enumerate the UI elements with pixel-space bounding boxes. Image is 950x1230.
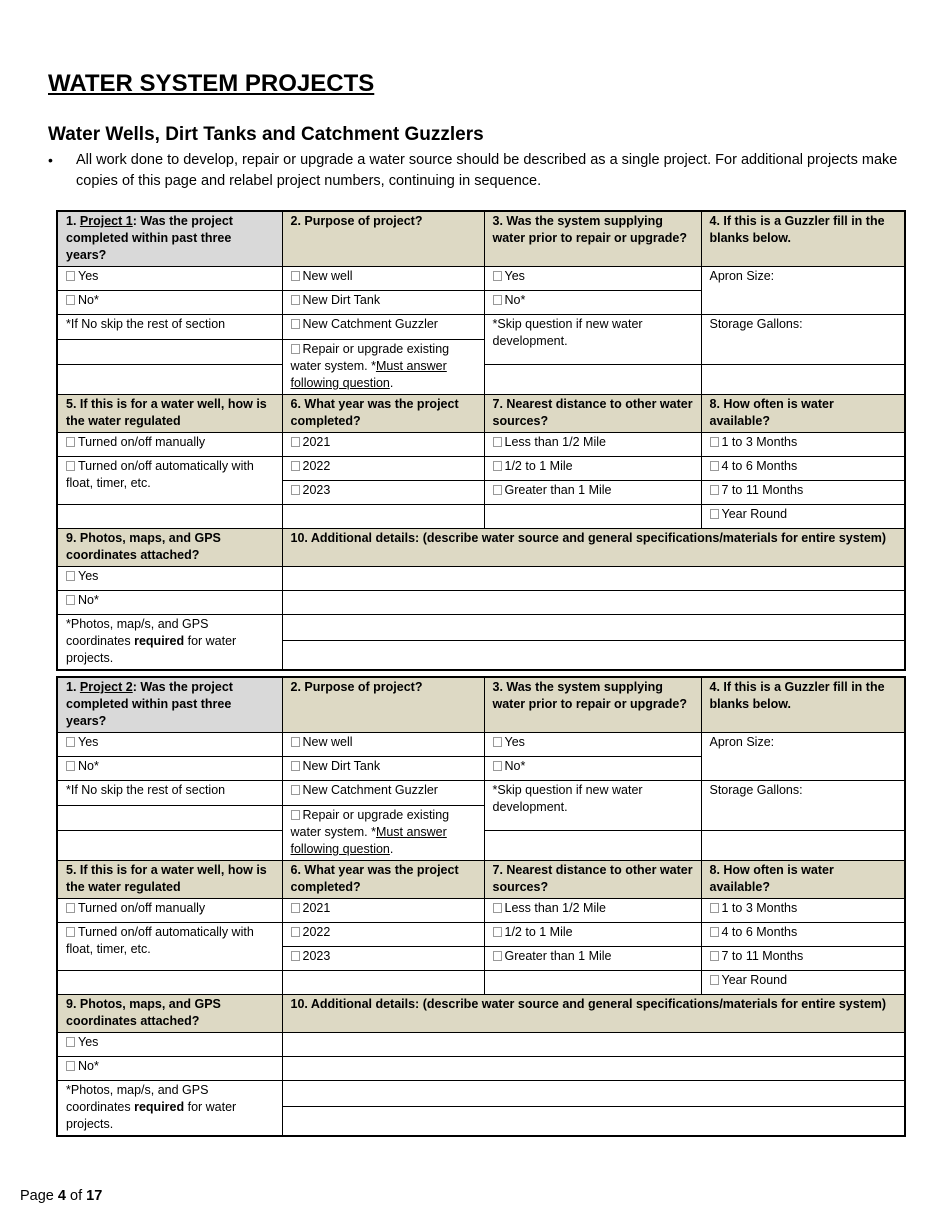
text-label: Year Round <box>721 507 788 521</box>
q9-note <box>57 615 282 671</box>
checkbox-icon[interactable] <box>66 927 75 937</box>
checkbox-icon[interactable] <box>710 975 719 985</box>
q7-greater-one-mile-option[interactable] <box>484 481 701 505</box>
q3-yes-option[interactable] <box>484 733 701 757</box>
q6-header: 6. What year was the project completed? <box>282 861 484 899</box>
checkbox-icon[interactable] <box>291 737 300 747</box>
q2-header: 2. Purpose of project? <box>282 211 484 267</box>
q2-new-dirt-tank-option[interactable] <box>282 291 484 315</box>
q1-note: *If No skip the rest of section <box>57 315 282 340</box>
q2-repair-option[interactable] <box>282 340 484 395</box>
q5-header: 5. If this is for a water well, how is the water regulated <box>57 861 282 899</box>
text-label: Less than 1/2 Mile <box>504 901 606 915</box>
q3-note: *Skip question if new water development. <box>484 781 701 831</box>
text-label: New Dirt Tank <box>302 293 381 307</box>
blank-cell <box>57 340 282 365</box>
checkbox-icon[interactable] <box>493 485 502 495</box>
blank-cell <box>484 365 701 395</box>
checkbox-icon[interactable] <box>493 737 502 747</box>
q8-year-round-option[interactable] <box>701 971 905 995</box>
text-label: Yes <box>78 735 99 749</box>
checkbox-icon[interactable] <box>493 271 502 281</box>
checkbox-icon[interactable] <box>493 461 502 471</box>
text-label: No* <box>78 1059 99 1073</box>
q10-line-field[interactable] <box>282 591 905 615</box>
text-label: 2022 <box>302 925 331 939</box>
q6-2022-option[interactable] <box>282 923 484 947</box>
text-label: Repair or upgrade existing water system. * <box>290 808 450 839</box>
q5-manual-option[interactable] <box>57 433 282 457</box>
text-label: 1 to 3 Months <box>721 901 798 915</box>
text-label: 1 to 3 Months <box>721 435 798 449</box>
checkbox-icon[interactable] <box>66 737 75 747</box>
q5-automatic-option[interactable] <box>57 457 282 505</box>
q10-line-field[interactable] <box>282 641 905 670</box>
checkbox-icon[interactable] <box>66 571 75 581</box>
q5-manual-option[interactable] <box>57 899 282 923</box>
checkbox-icon[interactable] <box>66 437 75 447</box>
q1-header <box>57 211 282 267</box>
blank-cell <box>484 831 701 861</box>
q8-year-round-option[interactable] <box>701 505 905 529</box>
q10-header: 10. Additional details: (describe water source and general specifications/materials for entire system) <box>282 529 905 567</box>
q3-note: *Skip question if new water development. <box>484 315 701 365</box>
text-label: 2022 <box>302 459 331 473</box>
checkbox-icon[interactable] <box>291 761 300 771</box>
checkbox-icon[interactable] <box>291 461 300 471</box>
text-label: . <box>389 376 394 390</box>
checkbox-icon[interactable] <box>710 903 719 913</box>
checkbox-icon[interactable] <box>291 785 300 795</box>
q1-yes-option[interactable] <box>57 733 282 757</box>
q8-1-3-months-option[interactable] <box>701 433 905 457</box>
q6-2023-option[interactable] <box>282 947 484 971</box>
text-label: New Dirt Tank <box>302 759 381 773</box>
q10-line-field[interactable] <box>282 1107 905 1136</box>
text-label: Yes <box>504 269 525 283</box>
text-label: Yes <box>78 1035 99 1049</box>
q10-line-field[interactable] <box>282 615 905 641</box>
text-label: Turned on/off manually <box>78 435 206 449</box>
text-label: Must answer following question <box>290 825 447 856</box>
text-label: *Photos, map/s, and GPS coordinates <box>66 617 209 648</box>
text-label: No* <box>78 759 99 773</box>
text-label: 1/2 to 1 Mile <box>504 925 573 939</box>
text-label: 7 to 11 Months <box>721 949 804 963</box>
q4-header: 4. If this is a Guzzler fill in the blanks below. <box>701 677 905 733</box>
checkbox-icon[interactable] <box>66 761 75 771</box>
q3-no-option[interactable] <box>484 291 701 315</box>
text-label: 2023 <box>302 483 331 497</box>
blank-cell <box>57 806 282 831</box>
q4-storage-gallons[interactable]: Storage Gallons: <box>701 781 905 831</box>
q6-2023-option[interactable] <box>282 481 484 505</box>
checkbox-icon[interactable] <box>66 595 75 605</box>
q3-header: 3. Was the system supplying water prior to repair or upgrade? <box>484 677 701 733</box>
checkbox-icon[interactable] <box>493 903 502 913</box>
q3-header: 3. Was the system supplying water prior to repair or upgrade? <box>484 211 701 267</box>
q4-apron-size[interactable]: Apron Size: <box>701 733 905 781</box>
q9-no-option[interactable] <box>57 1057 282 1081</box>
text-label: New well <box>302 269 353 283</box>
text-label: New well <box>302 735 353 749</box>
checkbox-icon[interactable] <box>291 485 300 495</box>
text-label: 7 to 11 Months <box>721 483 804 497</box>
checkbox-icon[interactable] <box>493 295 502 305</box>
checkbox-icon[interactable] <box>710 437 719 447</box>
checkbox-icon[interactable] <box>66 903 75 913</box>
blank-cell <box>701 831 905 861</box>
text-label: . <box>389 842 394 856</box>
text-label: : Was the project completed within past three years? <box>66 214 233 262</box>
q4-header: 4. If this is a Guzzler fill in the blanks below. <box>701 211 905 267</box>
q6-2021-option[interactable] <box>282 899 484 923</box>
q7-half-to-one-mile-option[interactable] <box>484 923 701 947</box>
q8-7-11-months-option[interactable] <box>701 947 905 971</box>
q10-line-field[interactable] <box>282 1081 905 1107</box>
blank-cell <box>57 831 282 861</box>
text-label: Greater than 1 Mile <box>504 483 612 497</box>
q1-note: *If No skip the rest of section <box>57 781 282 806</box>
text-label: 2021 <box>302 435 331 449</box>
q5-header: 5. If this is for a water well, how is the water regulated <box>57 395 282 433</box>
text-label: required <box>134 634 185 648</box>
checkbox-icon[interactable] <box>66 461 75 471</box>
checkbox-icon[interactable] <box>66 1037 75 1047</box>
q7-header: 7. Nearest distance to other water sources? <box>484 395 701 433</box>
text-label: Greater than 1 Mile <box>504 949 612 963</box>
q7-greater-one-mile-option[interactable] <box>484 947 701 971</box>
q6-header: 6. What year was the project completed? <box>282 395 484 433</box>
checkbox-icon[interactable] <box>493 761 502 771</box>
blank-cell <box>57 365 282 395</box>
checkbox-icon[interactable] <box>291 319 300 329</box>
checkbox-icon[interactable] <box>493 437 502 447</box>
blank-cell <box>701 365 905 395</box>
q2-repair-option[interactable] <box>282 806 484 861</box>
blank-cell <box>282 971 484 995</box>
text-label: Yes <box>504 735 525 749</box>
checkbox-icon[interactable] <box>291 903 300 913</box>
q6-2022-option[interactable] <box>282 457 484 481</box>
text-label: Year Round <box>721 973 788 987</box>
text-label: Repair or upgrade existing water system. * <box>290 342 450 373</box>
intro-text: All work done to develop, repair or upgrade a water source should be described as a single project. For additional projects make copies of this page and relabel project numbers, continuing in sequence. <box>76 152 898 189</box>
checkbox-icon[interactable] <box>291 810 300 820</box>
q8-7-11-months-option[interactable] <box>701 481 905 505</box>
checkbox-icon[interactable] <box>493 927 502 937</box>
checkbox-icon[interactable] <box>710 461 719 471</box>
text-label: for water projects. <box>66 1100 237 1131</box>
q2-new-dirt-tank-option[interactable] <box>282 757 484 781</box>
checkbox-icon[interactable] <box>493 951 502 961</box>
blank-cell <box>484 971 701 995</box>
bullet-glyph: • <box>48 152 53 168</box>
text-label: 1. <box>66 680 80 694</box>
q2-new-well-option[interactable] <box>282 267 484 291</box>
text-label: 1. <box>66 214 80 228</box>
q3-yes-option[interactable] <box>484 267 701 291</box>
q10-line-field[interactable] <box>282 1057 905 1081</box>
text-label: Must answer following question <box>290 359 447 390</box>
checkbox-icon[interactable] <box>291 927 300 937</box>
text-label: Project 2 <box>79 680 133 694</box>
q9-header: 9. Photos, maps, and GPS coordinates attached? <box>57 995 282 1033</box>
q2-catchment-guzzler-option[interactable] <box>282 781 484 806</box>
text-label: 1/2 to 1 Mile <box>504 459 573 473</box>
text-label: New Catchment Guzzler <box>302 783 438 797</box>
checkbox-icon[interactable] <box>291 951 300 961</box>
q2-header: 2. Purpose of project? <box>282 677 484 733</box>
q10-header: 10. Additional details: (describe water source and general specifications/materials for entire system) <box>282 995 905 1033</box>
q7-less-half-mile-option[interactable] <box>484 433 701 457</box>
q8-1-3-months-option[interactable] <box>701 899 905 923</box>
checkbox-icon[interactable] <box>66 1061 75 1071</box>
checkbox-icon[interactable] <box>291 271 300 281</box>
text-label: New Catchment Guzzler <box>302 317 438 331</box>
intro-bullet <box>48 150 928 192</box>
text-label: required <box>134 1100 185 1114</box>
q4-apron-size[interactable]: Apron Size: <box>701 267 905 315</box>
q7-less-half-mile-option[interactable] <box>484 899 701 923</box>
text-label: Yes <box>78 569 99 583</box>
text-label: 4 to 6 Months <box>721 925 798 939</box>
page-title: WATER SYSTEM PROJECTS <box>48 70 375 97</box>
section-title: Water Wells, Dirt Tanks and Catchment Guzzlers <box>48 124 484 145</box>
q9-no-option[interactable] <box>57 591 282 615</box>
project-2-table <box>56 676 906 1137</box>
text-label: Turned on/off automatically with float, timer, etc. <box>66 925 254 956</box>
project-1-table <box>56 210 906 671</box>
q4-storage-gallons[interactable]: Storage Gallons: <box>701 315 905 365</box>
q8-header: 8. How often is water available? <box>701 395 905 433</box>
text-label: Yes <box>78 269 99 283</box>
checkbox-icon[interactable] <box>291 437 300 447</box>
q8-4-6-months-option[interactable] <box>701 457 905 481</box>
q1-no-option[interactable] <box>57 757 282 781</box>
q1-yes-option[interactable] <box>57 267 282 291</box>
blank-cell <box>57 505 282 529</box>
text-label: : Was the project completed within past three years? <box>66 680 233 728</box>
text-label: 2021 <box>302 901 331 915</box>
text-label: No* <box>78 593 99 607</box>
checkbox-icon[interactable] <box>710 951 719 961</box>
q9-note <box>57 1081 282 1137</box>
blank-cell <box>282 505 484 529</box>
q9-header: 9. Photos, maps, and GPS coordinates attached? <box>57 529 282 567</box>
q9-yes-option[interactable] <box>57 567 282 591</box>
blank-cell <box>57 971 282 995</box>
text-label: 4 to 6 Months <box>721 459 798 473</box>
text-label: for water projects. <box>66 634 237 665</box>
q7-header: 7. Nearest distance to other water sources? <box>484 861 701 899</box>
text-label: Project 1 <box>79 214 133 228</box>
q2-new-well-option[interactable] <box>282 733 484 757</box>
text-label: No* <box>78 293 99 307</box>
q10-line-field[interactable] <box>282 1033 905 1057</box>
q8-4-6-months-option[interactable] <box>701 923 905 947</box>
checkbox-icon[interactable] <box>291 295 300 305</box>
checkbox-icon[interactable] <box>66 295 75 305</box>
page-number: Page 4 of 17 <box>20 1188 103 1204</box>
text-label: Turned on/off manually <box>78 901 206 915</box>
text-label: 2023 <box>302 949 331 963</box>
text-label: No* <box>504 293 526 307</box>
text-label: No* <box>504 759 526 773</box>
q10-line-field[interactable] <box>282 567 905 591</box>
q8-header: 8. How often is water available? <box>701 861 905 899</box>
checkbox-icon[interactable] <box>710 485 719 495</box>
blank-cell <box>484 505 701 529</box>
q1-header <box>57 677 282 733</box>
q7-half-to-one-mile-option[interactable] <box>484 457 701 481</box>
checkbox-icon[interactable] <box>710 509 719 519</box>
q2-catchment-guzzler-option[interactable] <box>282 315 484 340</box>
text-label: Turned on/off automatically with float, timer, etc. <box>66 459 254 490</box>
q6-2021-option[interactable] <box>282 433 484 457</box>
checkbox-icon[interactable] <box>66 271 75 281</box>
text-label: *Photos, map/s, and GPS coordinates <box>66 1083 209 1114</box>
text-label: Less than 1/2 Mile <box>504 435 606 449</box>
q9-yes-option[interactable] <box>57 1033 282 1057</box>
checkbox-icon[interactable] <box>291 344 300 354</box>
q5-automatic-option[interactable] <box>57 923 282 971</box>
checkbox-icon[interactable] <box>710 927 719 937</box>
q1-no-option[interactable] <box>57 291 282 315</box>
q3-no-option[interactable] <box>484 757 701 781</box>
